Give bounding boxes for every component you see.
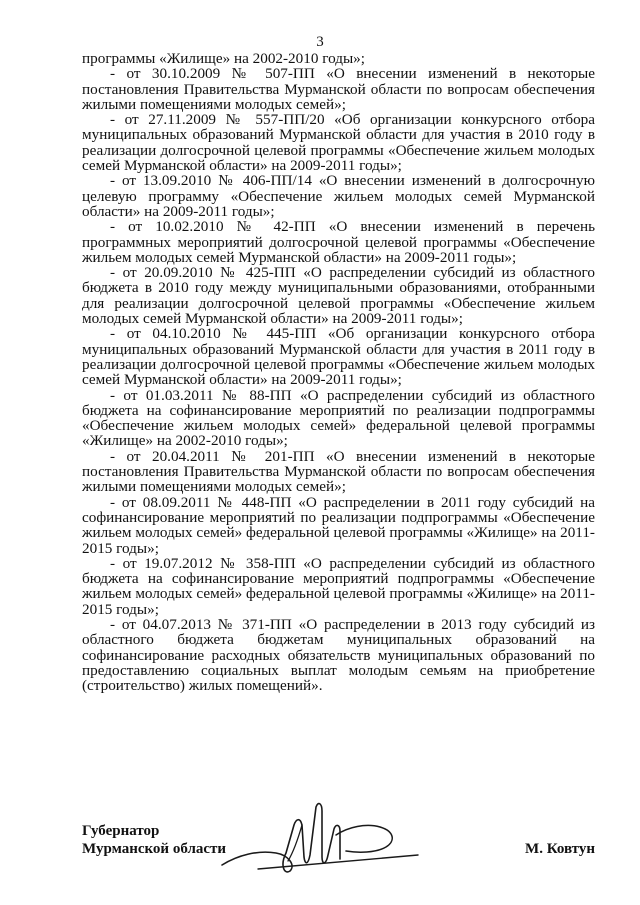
paragraph: - от 10.02.2010 № 42-ПП «О внесении изменений в перечень программных мероприятий долгосрочной целевой программы «Обеспечение жильем молодых семей Мурманской области» на 2009-2011 годы»;	[82, 218, 595, 266]
document-body	[82, 51, 595, 693]
paragraph: - от 08.09.2011 № 448-ПП «О распределении в 2011 году субсидий на софинансирование мероприятий по реализации подпрограммы «Обеспечение жильем молодых семей» федеральной целевой программы «Жилище» на 2011-2015 годы»;	[82, 493, 595, 557]
paragraph: программы «Жилище» на 2002-2010 годы»;	[82, 50, 365, 67]
page-number: 3	[316, 34, 324, 50]
signatory-title	[82, 822, 226, 858]
paragraph: - от 27.11.2009 № 557-ПП/20 «Об организации конкурсного отбора муниципальных образований Мурманской области для участия в 2010 году в реализации долгосрочной целевой программы «Обеспечение жильем молодых семей Мурманской области» на 2009-2011 годы»;	[82, 111, 595, 175]
paragraph: - от 13.09.2010 № 406-ПП/14 «О внесении изменений в долгосрочную целевую программу «Обеспечение жильем молодых семей Мурманской области» на 2009-2011 годы»;	[82, 172, 595, 220]
paragraph: - от 04.07.2013 № 371-ПП «О распределении в 2013 году субсидий из областного бюджета бюджетам муниципальных образований на софинансирование расходных обязательств муниципальных образований по предоставлению социальных выплат молодым семьям на приобретение (строительство) жилых помещений».	[82, 615, 595, 695]
paragraph: - от 19.07.2012 № 358-ПП «О распределении субсидий из областного бюджета на софинансирование мероприятий подпрограммы «Обеспечение жильем молодых семей» федеральной целевой программы «Жилище» на 2011-2015 годы»;	[82, 554, 595, 618]
handwritten-signature	[218, 795, 428, 880]
paragraph: - от 30.10.2009 № 507-ПП «О внесении изменений в некоторые постановления Правительства Мурманской области по вопросам обеспечения жилыми помещениями молодых семей»;	[82, 65, 595, 113]
paragraph: - от 20.04.2011 № 201-ПП «О внесении изменений в некоторые постановления Правительства Мурманской области по вопросам обеспечения жилыми помещениями молодых семей»;	[82, 447, 595, 496]
paragraph: - от 20.09.2010 № 425-ПП «О распределении субсидий из областного бюджета в 2010 году между муниципальными образованиями, отобранными для реализации долгосрочной целевой программы «Обеспечение жильем молодых семей Мурманской области» на 2009-2011 годы»;	[82, 264, 595, 328]
paragraph: - от 04.10.2010 № 445-ПП «Об организации конкурсного отбора муниципальных образований Мурманской области для участия в 2011 году в реализации долгосрочной целевой программы «Обеспечение жильем молодых семей Мурманской области» на 2009-2011 годы»;	[82, 325, 595, 389]
signatory-title-line2: Мурманской области	[82, 841, 227, 857]
signatory-name: М. Ковтун	[525, 841, 595, 857]
paragraph: - от 01.03.2011 № 88-ПП «О распределении субсидий из областного бюджета на софинансирование мероприятий по реализации подпрограммы «Обеспечение жильем молодых семей» федеральной целевой программы «Жилище» на 2002-2010 годы»;	[82, 386, 595, 450]
signatory-title-line1: Губернатор	[82, 823, 160, 839]
